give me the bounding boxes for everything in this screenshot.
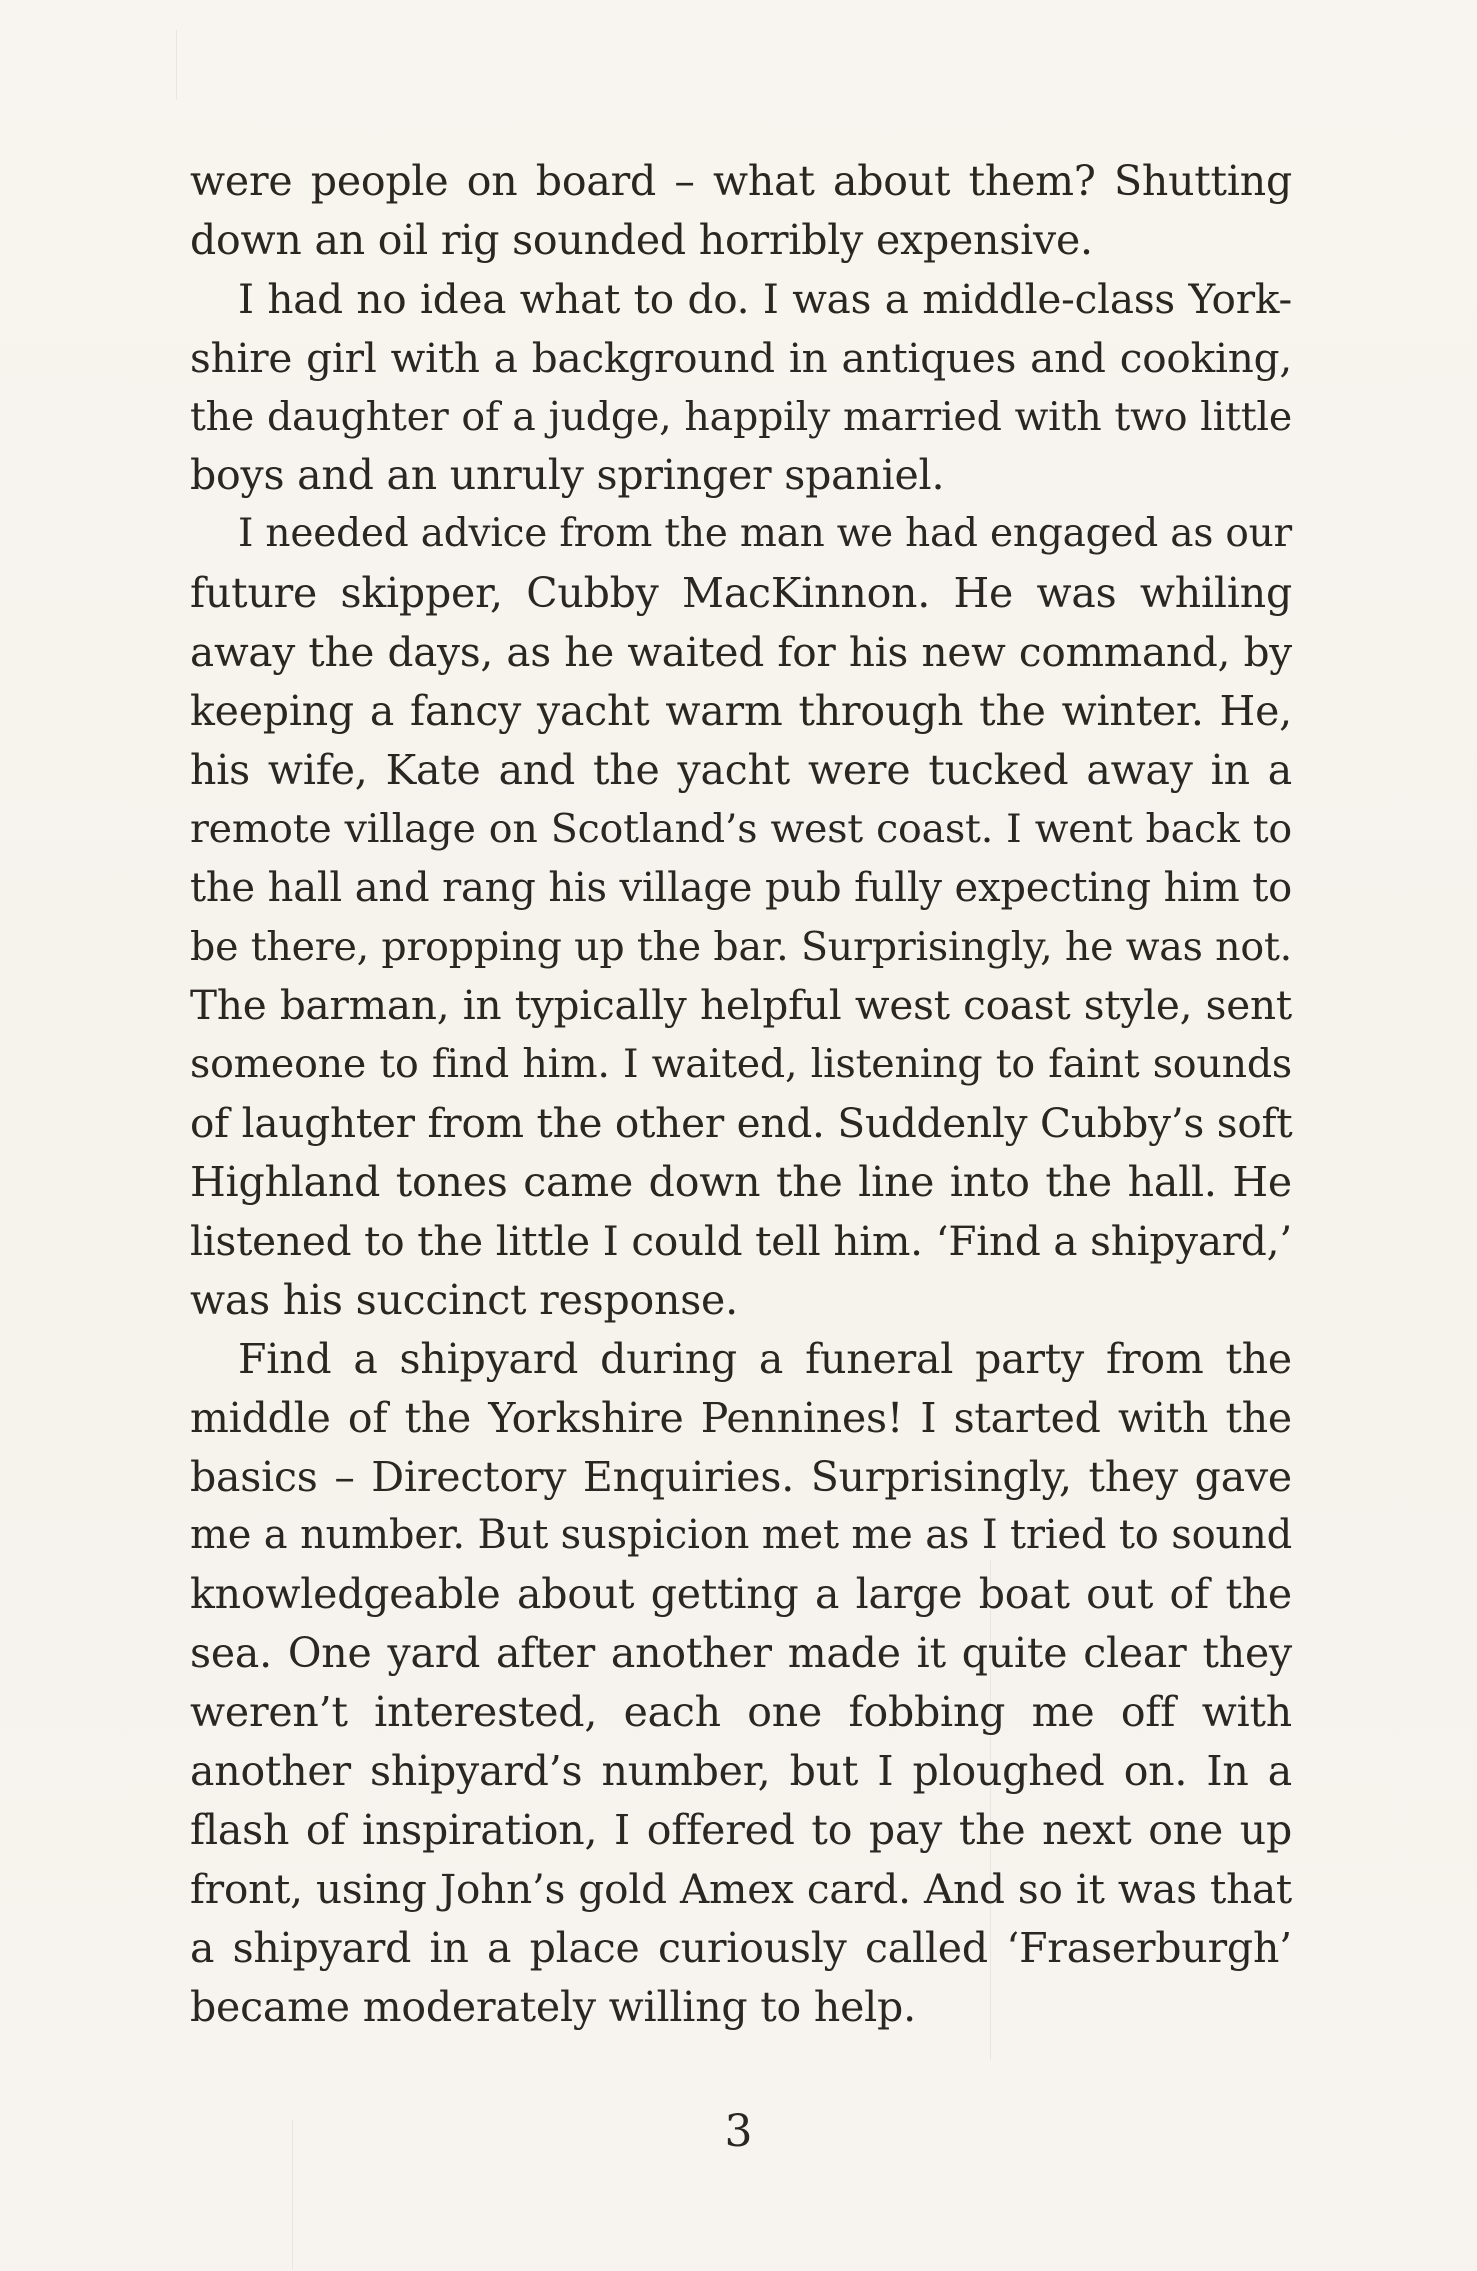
scan-crease-mark (176, 30, 177, 100)
text-line: listened to the little I could tell him. ‘Find a shipyard,’ (190, 1217, 1292, 1266)
text-line: someone to find him. I waited, listening to faint sounds (190, 1041, 1292, 1088)
text-line: a shipyard in a place curiously called ‘Fraserburgh’ (190, 1923, 1292, 1972)
text-line: remote village on Scotland’s west coast. I went back to (190, 805, 1292, 852)
text-line: me a number. But suspicion met me as I tried to sound (190, 1512, 1292, 1559)
text-line: be there, propping up the bar. Surprisingly, he was not. (190, 923, 1292, 970)
text-line: weren’t interested, each one fobbing me off with (190, 1688, 1292, 1737)
text-line: was his succinct response. (190, 1275, 738, 1324)
text-line: the daughter of a judge, happily married with two little (190, 393, 1292, 440)
text-line: keeping a fancy yacht warm through the winter. He, (190, 687, 1292, 736)
text-line: the hall and rang his village pub fully expecting him to (190, 864, 1292, 911)
text-line: Find a shipyard during a funeral party from the (238, 1334, 1292, 1383)
text-line: Highland tones came down the line into the hall. He (190, 1158, 1292, 1207)
text-line: middle of the Yorkshire Pennines! I started with the (190, 1393, 1292, 1442)
text-line: away the days, as he waited for his new command, by (190, 628, 1292, 677)
body-text (190, 152, 1292, 2037)
text-line: basics – Directory Enquiries. Surprisingly, they gave (190, 1452, 1292, 1501)
text-line: flash of inspiration, I offered to pay the next one up (190, 1805, 1292, 1854)
text-line: his wife, Kate and the yacht were tucked away in a (190, 745, 1292, 794)
text-line: shire girl with a background in antiques and cooking, (190, 333, 1292, 382)
text-line: boys and an unruly springer spaniel. (190, 451, 945, 500)
text-line: were people on board – what about them? Shutting (190, 157, 1292, 205)
text-line: front, using John’s gold Amex card. And so it was that (190, 1864, 1292, 1913)
text-line: of laughter from the other end. Suddenly Cubby’s soft (190, 1099, 1293, 1148)
text-line: became moderately willing to help. (190, 1982, 916, 2031)
page-number: 3 (724, 2106, 753, 2157)
text-line: The barman, in typically helpful west coast style, sent (190, 981, 1292, 1030)
text-line: knowledgeable about getting a large boat out of the (190, 1570, 1292, 1619)
text-line: down an oil rig sounded horribly expensive. (190, 215, 1093, 264)
text-line: I had no idea what to do. I was a middle-class York- (238, 274, 1292, 323)
text-line: I needed advice from the man we had engaged as our (238, 511, 1292, 557)
text-line: sea. One yard after another made it quite clear they (190, 1629, 1292, 1678)
text-line: future skipper, Cubby MacKinnon. He was whiling (190, 569, 1292, 618)
text-line: another shipyard’s number, but I ploughed on. In a (190, 1747, 1292, 1796)
